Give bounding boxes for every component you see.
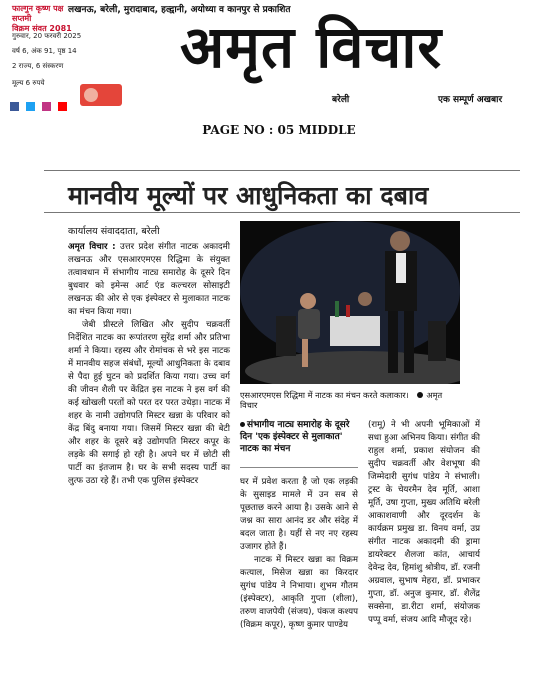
issue-date: गुरुवार, 20 फरवरी 2025 xyxy=(12,32,82,40)
bullet-icon xyxy=(240,422,245,427)
article-column-3 xyxy=(368,419,480,627)
issue-states: 2 राज्य, 6 संस्करण xyxy=(12,62,64,70)
article-paragraph: अमृत विचार : उत्तर प्रदेश संगीत नाटक अकादमी लखनऊ और एसआरएमएस रिद्धिमा के संयुक्त तत्वावधान में संभागीय नाट्य समारोह के दूसरे दिन बुधवार को इमेन्स आर्ट एंड कल्चरल सोसाइटी लखनऊ की ओर से एक इंस्पेक्टर से मुलाकात नाटक का मंचन किया गया। xyxy=(68,242,230,317)
photo-caption-row xyxy=(240,390,460,410)
headline-bottom-rule xyxy=(44,212,520,213)
subhead-rule xyxy=(240,467,358,468)
newspaper-tagline: एक सम्पूर्ण अखबार xyxy=(438,95,503,105)
social-icons xyxy=(10,96,80,106)
facebook-icon xyxy=(10,102,19,111)
edition-city: बरेली xyxy=(332,95,350,105)
dateline-lead: अमृत विचार : xyxy=(68,242,116,252)
article-photo xyxy=(240,221,460,384)
article-paragraph: जेबी प्रीस्टले लिखित और सुदीप चक्रवर्ती निर्देशित नाटक का रूपांतरण सुरेंद्र शर्मा और प्रतिभा शर्मा ने किया। रहस्य और रोमांचक से भरे इस नाटक में मानवीय सहज संबंधों, मूल्यों आधुनिकता के दबाव से पैदा हुई घुटन को प्रदर्शित किया गया। उच्च वर्ग की जीवन शैली पर केंद्रित इस नाटक ने इस वर्ग की कई खोखली परतों को परत दर परत उधेड़ा। नाटक में शहर के नामी उद्योगपति मिस्टर खन्ना के परिवार को केंद्र बिंदु बनाया गया। जिसमें मिस्टर खन्ना की बेटी और शहर के दूसरे बड़े उद्योगपति मिस्टर कपूर के लड़के की सगाई हो रही है। अपने घर में छोटी सी पार्टी का इंतजाम है। घर के सभी सदस्य पार्टी का लुत्फ उठा रहे हैं। तभी एक पुलिस इंस्पेक्टर xyxy=(68,320,230,486)
article-byline: कार्यालय संवाददाता, बरेली xyxy=(68,226,160,237)
page-label: PAGE NO : 05 MIDDLE xyxy=(202,123,356,137)
photo-credit: अमृत विचार xyxy=(240,390,443,410)
headline-top-rule xyxy=(44,170,520,171)
stage-scene-image xyxy=(240,221,460,384)
issue-meta xyxy=(12,32,152,88)
hindi-date-line2: विक्रम संवत 2081 xyxy=(12,24,72,33)
article-paragraph: नाटक में मिस्टर खन्ना का विक्रम कत्याल, मिसेज खन्ना का किरदार सुगंध पांडेय ने निभाया। शुभम गौतम (इंस्पेक्टर), आकृति गुप्ता (शीला), तरुण वाजपेयी (संजय), पंकज कश्यप (विक्रम कपूर), कृष्ण कुमार पाण्डेय xyxy=(240,555,358,630)
publication-cities: लखनऊ, बरेली, मुरादाबाद, हल्द्वानी, अयोध्या व कानपुर से प्रकाशित xyxy=(68,5,291,15)
article-column-1 xyxy=(68,241,230,488)
bullet-icon xyxy=(417,392,423,398)
twitter-icon xyxy=(26,102,35,111)
article-paragraph: घर में प्रवेश करता है जो एक लड़की के सुसाइड मामले में उन सब से पूछताछ करने आया है। उसके आने से जश्न का सारा आनंद डर और संदेह में बदल जाता है। यहीं से नए नए रहस्य उजागर होते हैं। xyxy=(240,477,358,552)
promo-badge-icon xyxy=(80,84,122,106)
article-headline: मानवीय मूल्यों पर आधुनिकता का दबाव xyxy=(68,181,429,210)
photo-caption: एसआरएमएस रिद्धिमा में नाटक का मंचन करते कलाकार। xyxy=(240,390,409,400)
article-subhead: संभागीय नाट्य समारोह के दूसरे दिन 'एक इंस्पेक्टर से मुलाकात' नाटक का मंचन xyxy=(240,420,350,454)
newspaper-title: अमृत विचार xyxy=(180,13,443,81)
issue-volume: वर्ष 6, अंक 91, पृष्ठ 14 xyxy=(12,47,77,55)
youtube-icon xyxy=(58,102,67,111)
issue-price: मूल्य 6 रुपये xyxy=(12,79,45,87)
instagram-icon xyxy=(42,102,51,111)
hindi-date-line1: फाल्गुन कृष्ण पक्ष सप्तमी xyxy=(12,4,64,23)
article-paragraph: (रामू) ने भी अपनी भूमिकाओं में सधा हुआ अभिनय किया। संगीत की राहुल शर्मा, प्रकाश संयोजन की सुदीप चक्रवर्ती और वेशभूषा की जिम्मेदारी सुगंध पांडेय ने संभाली। ट्रस्ट के चेयरमैन देव मूर्ति, आशा मूर्ति, उषा गुप्ता, मुख्य अतिथि बरेली आकाशवाणी और दूरदर्शन के कार्यक्रम प्रमुख डा. विनय वर्मा, उप्र संगीत नाटक अकादमी की ड्रामा डायरेक्टर शैलजा कांत, आचार्य देवेन्द्र देव, हिमांशु श्रोत्रीय, डॉ. रजनी अग्रवाल, सुभाष मेहरा, डॉ. प्रभाकर गुप्ता, डॉ. अनुज कुमार, डॉ. शैलेंद्र सक्सेना, डा.रीटा शर्मा, संयोजक पप्पू वर्मा, संजय आदि मौजूद रहे। xyxy=(368,420,480,625)
hindi-calendar xyxy=(12,4,72,34)
article-column-2 xyxy=(240,476,358,632)
